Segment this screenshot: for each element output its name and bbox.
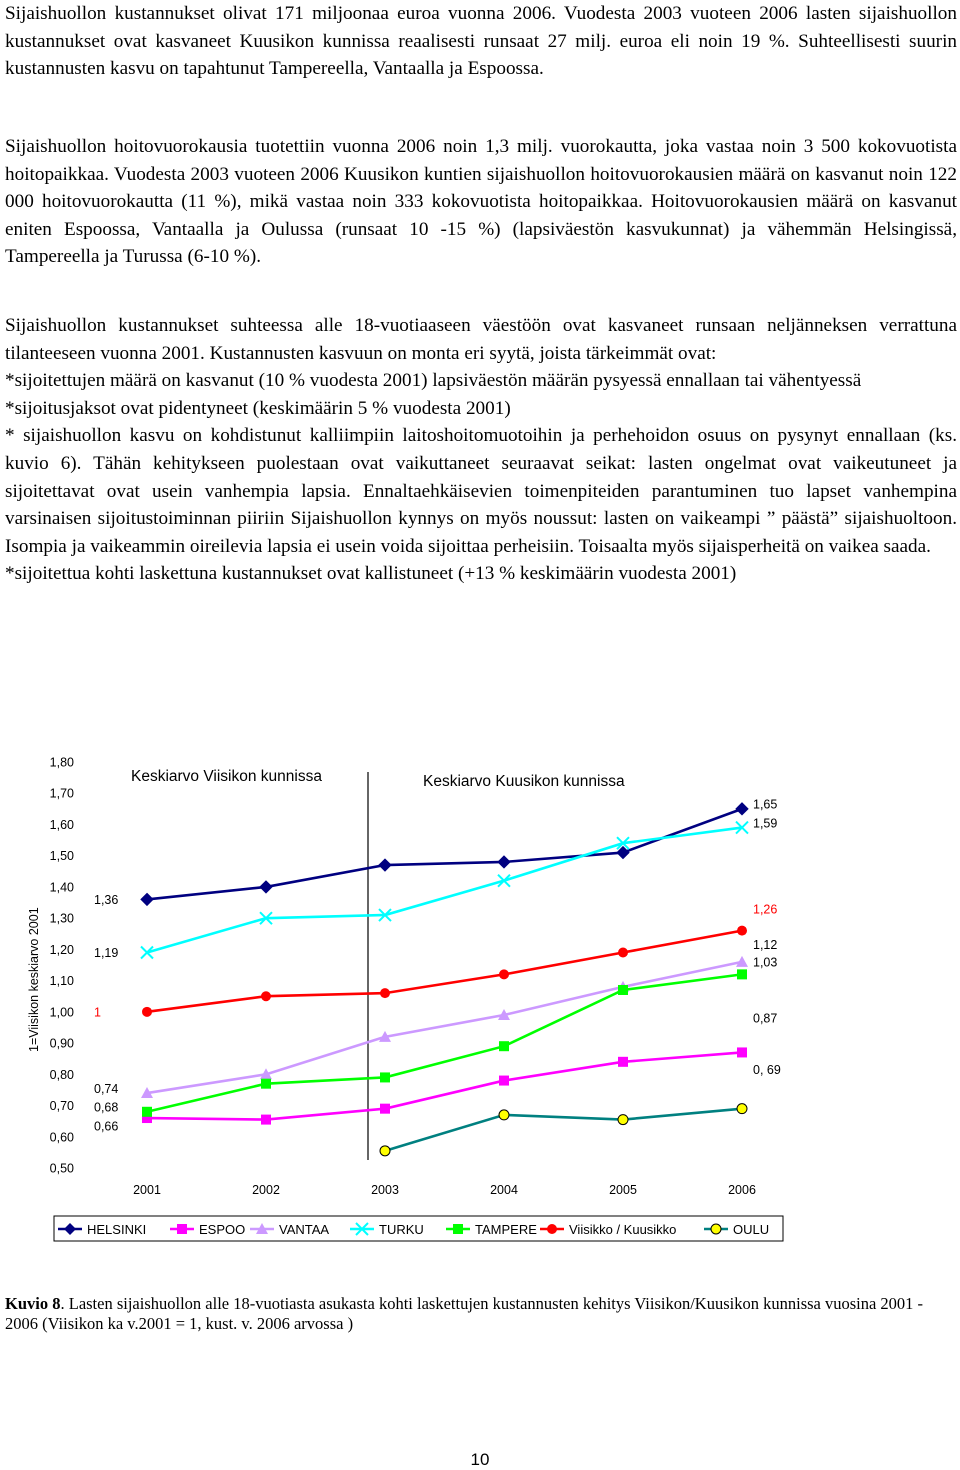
data-point-marker <box>453 1224 463 1234</box>
y-axis-ticks <box>50 756 74 1176</box>
y-axis-label: 1=Viisikon keskiarvo 2001 <box>27 907 41 1052</box>
data-point-marker <box>618 1057 628 1067</box>
data-point-marker <box>737 1104 747 1114</box>
legend-label: OULU <box>733 1222 770 1237</box>
y-tick-label: 1,40 <box>49 880 74 895</box>
caption-label: Kuvio 8 <box>5 1294 61 1313</box>
data-point-marker <box>141 893 153 905</box>
legend-label: VANTAA <box>279 1222 330 1237</box>
data-point-marker <box>499 969 509 979</box>
data-point-marker <box>736 803 748 815</box>
data-point-marker <box>737 1047 747 1057</box>
data-label: 1,26 <box>753 902 778 917</box>
y-tick-label: 1,60 <box>49 817 74 832</box>
y-tick-label: 0,60 <box>49 1130 74 1145</box>
legend-item <box>540 1222 676 1237</box>
legend-item <box>446 1222 537 1237</box>
data-label: 1,03 <box>753 955 778 970</box>
data-point-marker <box>618 985 628 995</box>
data-point-marker <box>261 991 271 1001</box>
y-tick-label: 1,10 <box>49 974 74 989</box>
series-espoo <box>142 1047 747 1124</box>
series-line <box>147 962 742 1093</box>
annotation-viisikko: Keskiarvo Viisikon kunnissa <box>131 768 322 785</box>
data-label: 0,74 <box>94 1081 119 1096</box>
legend-label: TURKU <box>379 1222 424 1237</box>
data-label: 0, 69 <box>753 1063 781 1078</box>
x-axis-ticks <box>133 1183 756 1197</box>
y-tick-label: 1,70 <box>49 786 74 801</box>
legend-label: ESPOO <box>199 1222 246 1237</box>
data-point-marker <box>142 1107 152 1117</box>
data-label: 1,65 <box>753 797 778 812</box>
data-label: 1,36 <box>94 892 119 907</box>
x-tick-label: 2005 <box>609 1183 637 1197</box>
data-label: 1,12 <box>753 938 778 953</box>
y-tick-label: 1,00 <box>49 1005 74 1020</box>
data-label: 0,87 <box>753 1011 778 1026</box>
data-label: 1,19 <box>94 946 119 961</box>
data-point-marker <box>379 859 391 871</box>
series-oulu <box>380 1104 747 1156</box>
data-point-marker <box>736 956 748 967</box>
data-label: 0,66 <box>94 1119 119 1134</box>
data-point-marker <box>64 1223 76 1235</box>
bullet-item: *sijoitettujen määrä on kasvanut (10 % vuodesta 2001) lapsiväestön määrän pysyessä ennallaan tai vähentyessä <box>5 370 862 392</box>
data-label: 1,59 <box>753 816 778 831</box>
data-point-marker <box>260 881 272 893</box>
data-point-marker <box>499 1076 509 1086</box>
bullet-item: *sijoitusjaksot ovat pidentyneet (keskimäärin 5 % vuodesta 2001) <box>5 397 511 419</box>
y-tick-label: 1,30 <box>49 911 74 926</box>
y-tick-label: 1,50 <box>49 849 74 864</box>
series-helsinki <box>141 803 748 906</box>
x-tick-label: 2003 <box>371 1183 399 1197</box>
data-point-marker <box>142 1007 152 1017</box>
bullet-item: *sijoitettua kohti laskettuna kustannukset ovat kallistuneet (+13 % keskimäärin vuodesta 2001) <box>5 563 737 585</box>
page-number: 10 <box>470 1450 490 1469</box>
legend-label: TAMPERE <box>475 1222 537 1237</box>
data-label: 1 <box>94 1005 101 1020</box>
data-point-marker <box>499 1110 509 1120</box>
paragraph-reasons: Sijaishuollon kustannukset suhteessa alle 18-vuotiaaseen väestöön ovat kasvaneet runsaan neljänneksen verrattuna tilanteeseen vuonna 2001. Kustannusten kasvuun on monta eri syytä, joista tärkeimmät ovat: <box>5 315 957 364</box>
x-tick-label: 2004 <box>490 1183 518 1197</box>
x-tick-label: 2002 <box>252 1183 280 1197</box>
chart-legend <box>54 1216 783 1241</box>
data-point-marker <box>380 1104 390 1114</box>
y-tick-label: 0,70 <box>49 1099 74 1114</box>
y-tick-label: 0,50 <box>49 1161 74 1176</box>
data-point-marker <box>380 988 390 998</box>
y-tick-label: 1,80 <box>49 755 74 770</box>
series-line <box>147 974 742 1111</box>
series-layer <box>141 803 748 1156</box>
data-point-marker <box>261 1115 271 1125</box>
paragraph-care-days: Sijaishuollon hoitovuorokausia tuotettiin vuonna 2006 noin 1,3 milj. vuorokautta, joka vastaa noin 3 500 kokovuotista hoitopaikkaa. Vuodesta 2003 vuoteen 2006 Kuusikon kuntien sijaishuollon hoitovuorokausien määrä on kasvanut noin 122 000 hoitovuorokautta (11 %), mikä vastaa noin 333 kokovuotista hoitopaikkaa. Hoitovuorokausien määrä on kasvanut eniten Espoossa, Vantaalla ja Oulussa (runsaat 10 -15 %) (lapsiväestön kasvukunnat) ja vähemmän Helsingissä, Tampereella ja Turussa (6-10 %). <box>5 136 957 268</box>
caption-text: . Lasten sijaishuollon alle 18-vuotiasta asukasta kohti laskettujen kustannusten kehitys Viisikon/Kuusikon kunnissa vuosina 2001 - 2006 (Viisikon ka v.2001 = 1, kust. v. 2006 arvossa ) <box>5 1294 924 1333</box>
data-point-marker <box>618 948 628 958</box>
legend-item <box>58 1222 146 1237</box>
legend-item <box>250 1222 329 1237</box>
data-point-marker <box>737 969 747 979</box>
series-line <box>147 809 742 900</box>
y-tick-label: 0,90 <box>49 1036 74 1051</box>
paragraph-costs: Sijaishuollon kustannukset olivat 171 miljoonaa euroa vuonna 2006. Vuodesta 2003 vuoteen 2006 lasten sijaishuollon kustannukset ovat kasvaneet Kuusikon kunnissa reaalisesti runsaat 27 milj. euroa eli noin 19 %. Suhteellisesti suurin kustannusten kasvu on tapahtunut Tampereella, Vantaalla ja Espoossa. <box>5 3 957 80</box>
data-point-marker <box>380 1146 390 1156</box>
series-line <box>147 931 742 1012</box>
bullet-item: * sijaishuollon kasvu on kohdistunut kalliimpiin laitoshoitomuotoihin ja perhehoidon osuus on pysynyt ennallaan (ks. kuvio 6). Tähän kehitykseen puolestaan ovat vaikuttaneet seuraavat seikat: lasten ongelmat ovat vaikeutuneet ja sijoitettavat ovat usein vanhempia lapsia. Ennaltaehkäisevien toimenpiteiden parantuminen tuo lapset vanhempina varsinaisen sijoitustoiminnan piiriin Sijaishuollon kynnys on myös noussut: lasten on vaikeampi ” päästä” sijaishuoltoon. Isompia ja vaikeammin oireilevia lapsia ei usein voida sijoittaa perheisiin. Toisaalta myös sijaisperheitä on vaikea saada. <box>5 425 957 557</box>
series-viisikko-kuusikko <box>142 926 747 1017</box>
series-line <box>385 1109 742 1151</box>
series-vantaa <box>141 956 748 1098</box>
x-tick-label: 2001 <box>133 1183 161 1197</box>
data-point-marker <box>498 856 510 868</box>
data-point-marker <box>737 926 747 936</box>
figure-caption <box>5 1294 955 1334</box>
data-point-marker <box>499 1041 509 1051</box>
data-point-marker <box>177 1224 187 1234</box>
data-point-marker <box>380 1072 390 1082</box>
annotation-kuusikko: Keskiarvo Kuusikon kunnissa <box>423 773 625 790</box>
data-label: 0,68 <box>94 1100 119 1115</box>
legend-item <box>704 1222 769 1237</box>
data-point-marker <box>547 1224 557 1234</box>
legend-item <box>350 1222 424 1237</box>
y-tick-label: 0,80 <box>49 1067 74 1082</box>
legend-label: HELSINKI <box>87 1222 147 1237</box>
legend-item <box>170 1222 245 1237</box>
data-point-marker <box>261 1079 271 1089</box>
data-labels-layer <box>94 798 781 1134</box>
data-point-marker <box>711 1224 721 1234</box>
data-point-marker <box>618 1115 628 1125</box>
x-tick-label: 2006 <box>728 1183 756 1197</box>
legend-label: Viisikko / Kuusikko <box>569 1222 677 1237</box>
y-tick-label: 1,20 <box>49 942 74 957</box>
